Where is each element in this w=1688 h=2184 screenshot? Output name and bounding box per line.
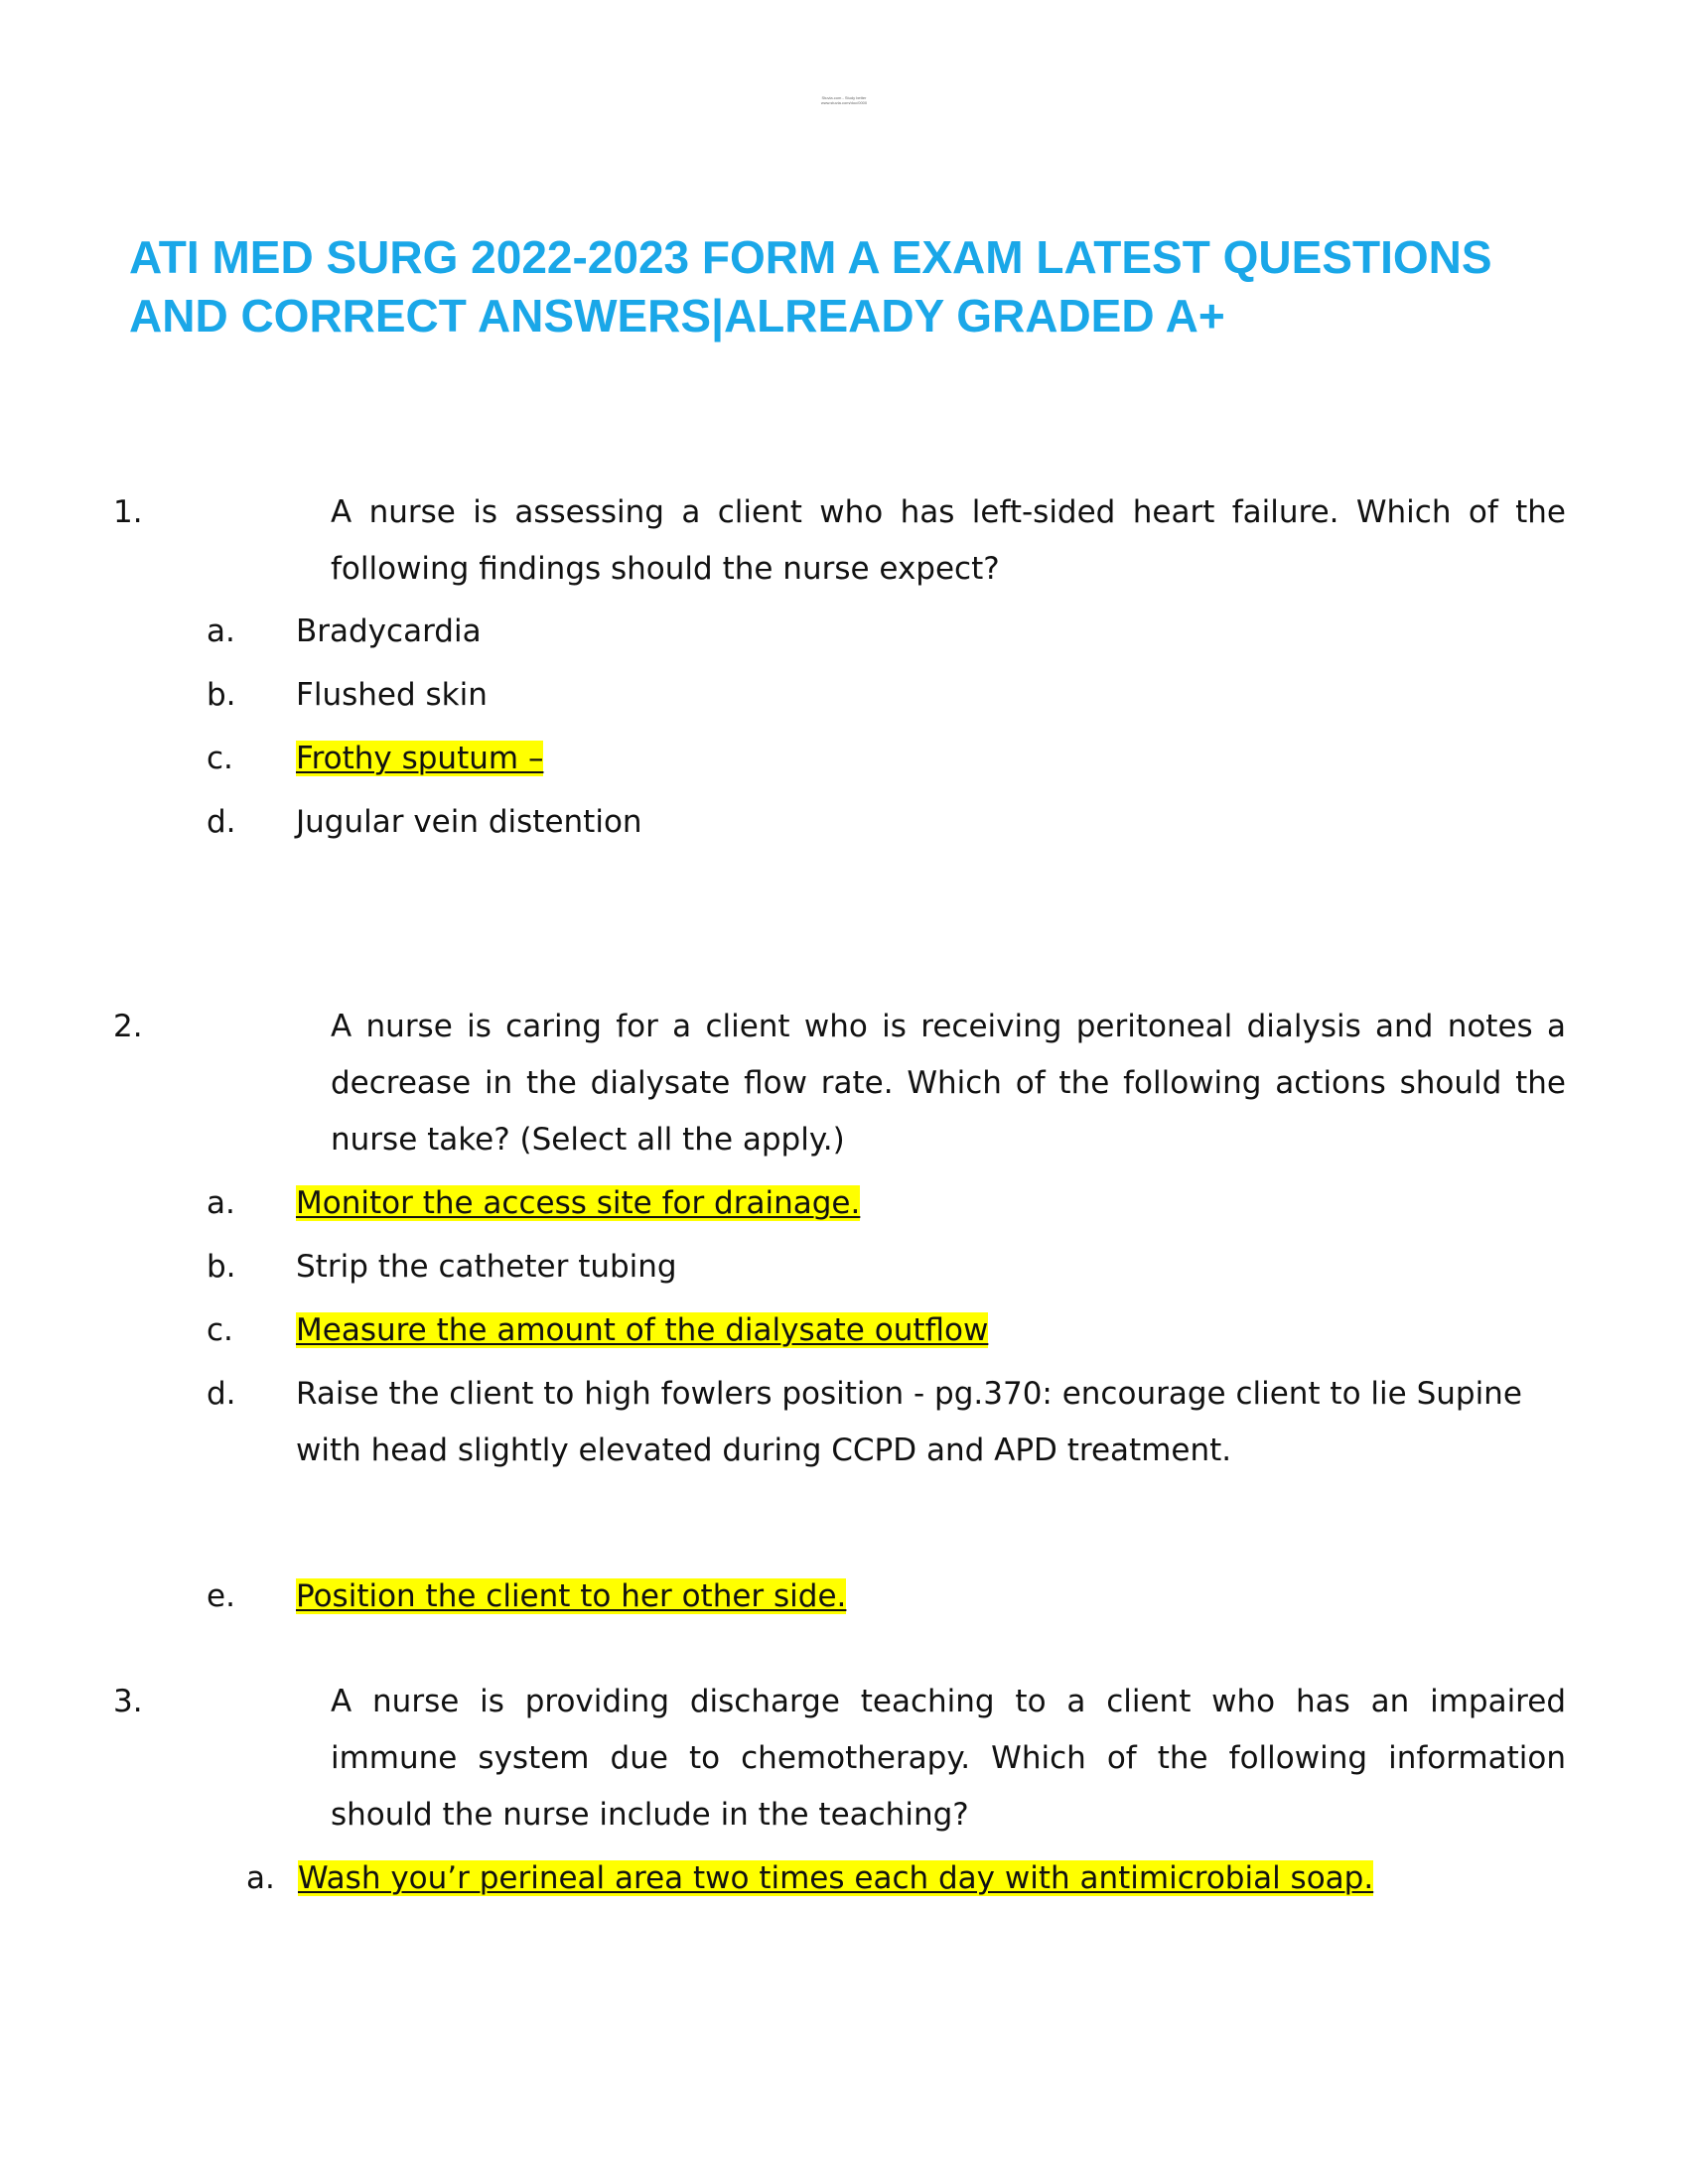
highlighted-answer: Measure the amount of the dialysate outflow — [296, 1312, 989, 1348]
question-2-option-c — [296, 1302, 1577, 1359]
option-text: Jugular vein distention — [296, 804, 642, 840]
question-1-option-d-letter: d. — [207, 804, 236, 840]
title-line-1: ATI MED SURG 2022-2023 FORM A EXAM LATEST QUESTIONS — [129, 231, 1492, 283]
document-title — [129, 228, 1579, 345]
question-1-option-a-letter: a. — [207, 614, 235, 649]
question-2-option-b — [296, 1239, 1577, 1296]
document-header-note — [774, 95, 914, 105]
question-2-option-c-letter: c. — [207, 1312, 233, 1348]
question-2-text: A nurse is caring for a client who is receiving peritoneal dialysis and notes a decrease in the dialysate flow rate. Which of the following actions should the nurse take? (Select all the apply.) — [331, 1009, 1566, 1158]
title-line-2: AND CORRECT ANSWERS|ALREADY GRADED A+ — [129, 290, 1225, 341]
question-3-option-a-letter: a. — [246, 1860, 275, 1896]
question-3-text: A nurse is providing discharge teaching to a client who has an impaired immune system due to chemotherapy. Which of the following information should the nurse include in the teaching? — [331, 1684, 1566, 1833]
question-2-option-a — [296, 1175, 1577, 1232]
question-2-option-e-letter: e. — [207, 1578, 235, 1614]
option-text: Flushed skin — [296, 677, 488, 713]
question-2-option-d — [296, 1366, 1577, 1479]
question-2-option-d-letter: d. — [207, 1376, 236, 1412]
highlighted-answer: Monitor the access site for drainage. — [296, 1185, 861, 1221]
question-2-number: 2. — [113, 1009, 143, 1044]
highlighted-answer: Frothy sputum – — [296, 741, 544, 776]
highlighted-answer: Position the client to her other side. — [296, 1578, 847, 1614]
option-text: Bradycardia — [296, 614, 482, 649]
question-1-option-d — [296, 794, 1577, 851]
question-1-text: A nurse is assessing a client who has left-sided heart failure. Which of the following findings should the nurse expect? — [331, 494, 1566, 587]
question-1-option-a — [296, 604, 1577, 660]
question-1-option-c-letter: c. — [207, 741, 233, 776]
highlighted-answer: Wash you’r perineal area two times each day with antimicrobial soap. — [298, 1860, 1374, 1896]
question-1-option-c — [296, 731, 1577, 787]
question-2-option-b-letter: b. — [207, 1249, 236, 1285]
header-note-line-1: Stuvia.com - Study better — [821, 95, 867, 100]
question-2-option-a-letter: a. — [207, 1185, 235, 1221]
question-2-option-e — [296, 1569, 1577, 1625]
question-1-option-b-letter: b. — [207, 677, 236, 713]
question-1-number: 1. — [113, 494, 143, 530]
option-text: Raise the client to high fowlers position - pg.370: encourage client to lie Supine with head slightly elevated during CCPD and APD treatment. — [296, 1376, 1522, 1468]
question-3-option-a — [298, 1850, 1579, 1907]
option-text: Strip the catheter tubing — [296, 1249, 677, 1285]
question-3-number: 3. — [113, 1684, 143, 1719]
header-note-line-2: www.stuvia.com/doc/0000 — [820, 100, 868, 105]
question-1-option-b — [296, 667, 1577, 724]
